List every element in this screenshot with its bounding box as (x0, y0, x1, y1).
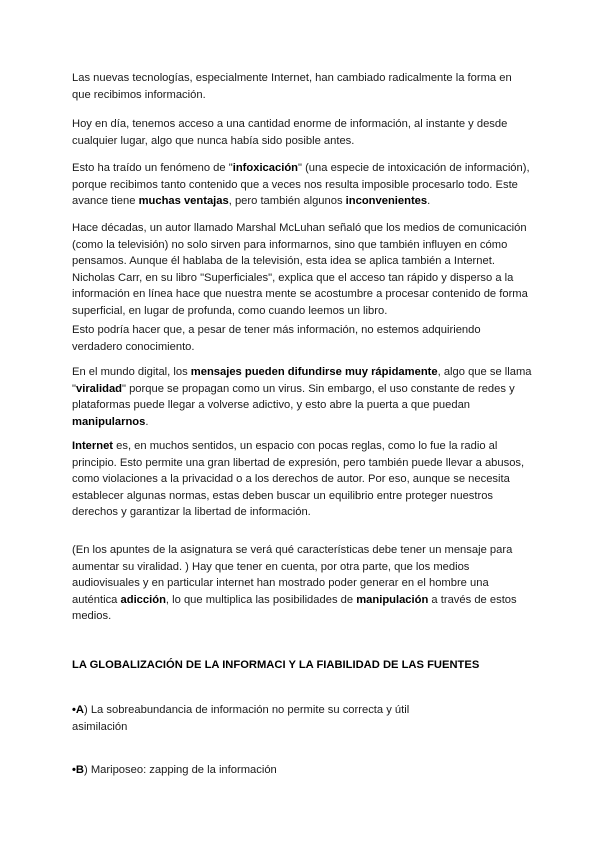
paragraph-text: , pero también algunos (228, 195, 346, 208)
bold-term: viralidad (75, 382, 122, 395)
list-item-text: ) La sobreabundancia de información no permite su correcta y útil asimilación (72, 704, 410, 733)
section-heading: LA GLOBALIZACIÓN DE LA INFORMACI Y LA FIABILIDAD DE LAS FUENTES (72, 659, 480, 671)
bold-term: manipularnos (72, 415, 146, 428)
bold-term: muchas ventajas (138, 195, 229, 208)
bold-term: Internet (72, 440, 114, 452)
paragraph-knowledge (72, 322, 532, 355)
paragraph-text: Esto podría hacer que, a pesar de tener más información, no estemos adquiriendo verdadero conocimiento. (72, 324, 481, 353)
list-item-a (72, 702, 422, 735)
paragraph-text: (En los apuntes de la asignatura se verá qué características debe tener un mensaje para aumentar su viralidad. ) Hay que tener en cuenta, por otra parte, que los medios audiovisuales y en particular internet han mostrado poder generar en el hombre una auténtica (72, 544, 513, 606)
paragraph-text: , algo que se llama " (72, 366, 532, 395)
paragraph-text: Hace décadas, un autor llamado Marshal McLuhan señaló que los medios de comunicación (como la televisión) no solo sirven para informarnos, sino que también influyen en cómo pensamos. Aunque él hablaba de la televisión, esta idea se aplica también a Internet. Nicholas Carr, en su libro "Superficiales", explica que el acceso tan rápido y disperso a la información en línea hace que nuestra mente se acostumbre a procesar contenido de forma superficial, en lugar de profunda, como cuando leemos un libro. (72, 222, 528, 317)
paragraph-intro (72, 70, 532, 103)
paragraph-internet-rules (72, 438, 532, 521)
paragraph-text: Hoy en día, tenemos acceso a una cantidad enorme de información, al instante y desde cualquier lugar, algo que nunca había sido posible antes. (72, 118, 508, 147)
paragraph-mcluhan (72, 220, 532, 320)
paragraph-text: " (una especie de intoxicación de información), porque recibimos tanto contenido que a veces nos resulta imposible procesarlo todo. Este avance tiene (72, 162, 530, 208)
paragraph-access (72, 116, 532, 149)
paragraph-text: . (427, 195, 431, 208)
paragraph-text: Las nuevas tecnologías, especialmente Internet, han cambiado radicalmente la forma en que recibimos información. (72, 72, 512, 101)
bold-term: mensajes pueden difundirse muy rápidamente (190, 366, 438, 378)
paragraph-text: Esto ha traído un fenómeno de " (72, 162, 233, 174)
paragraph-virality (72, 364, 532, 430)
paragraph-text: , lo que multiplica las posibilidades de (165, 593, 357, 606)
paragraph-text: " porque se propagan como un virus. Sin embargo, el uso constante de redes y plataformas puede llegar a volverse adictivo, y esto abre la puerta a que puedan (72, 382, 515, 412)
paragraph-text: a través de estos medios. (72, 593, 517, 623)
list-item-text: ) Mariposeo: zapping de la información (84, 764, 277, 776)
list-marker: •A (72, 704, 84, 716)
bold-term: manipulación (356, 593, 429, 606)
paragraph-text: En el mundo digital, los (72, 366, 191, 378)
paragraph-text: . (145, 415, 149, 428)
bold-term: inconvenientes (345, 195, 428, 208)
bold-term: infoxicación (232, 162, 298, 174)
paragraph-infoxication (72, 160, 532, 210)
list-marker: •B (72, 764, 84, 776)
list-item-b (72, 762, 532, 779)
bold-term: adicción (120, 593, 166, 606)
paragraph-addiction (72, 542, 532, 625)
paragraph-text: es, en muchos sentidos, un espacio con pocas reglas, como lo fue la radio al principio. Esto permite una gran libertad de expresión, pero también puede llevar a abusos, como violaciones a la privacidad o a los derechos de autor. Por eso, aunque se necesita establecer algunas normas, estas deben buscar un equilibrio entre proteger nuestros derechos y garantizar la libertad de información. (72, 440, 525, 519)
